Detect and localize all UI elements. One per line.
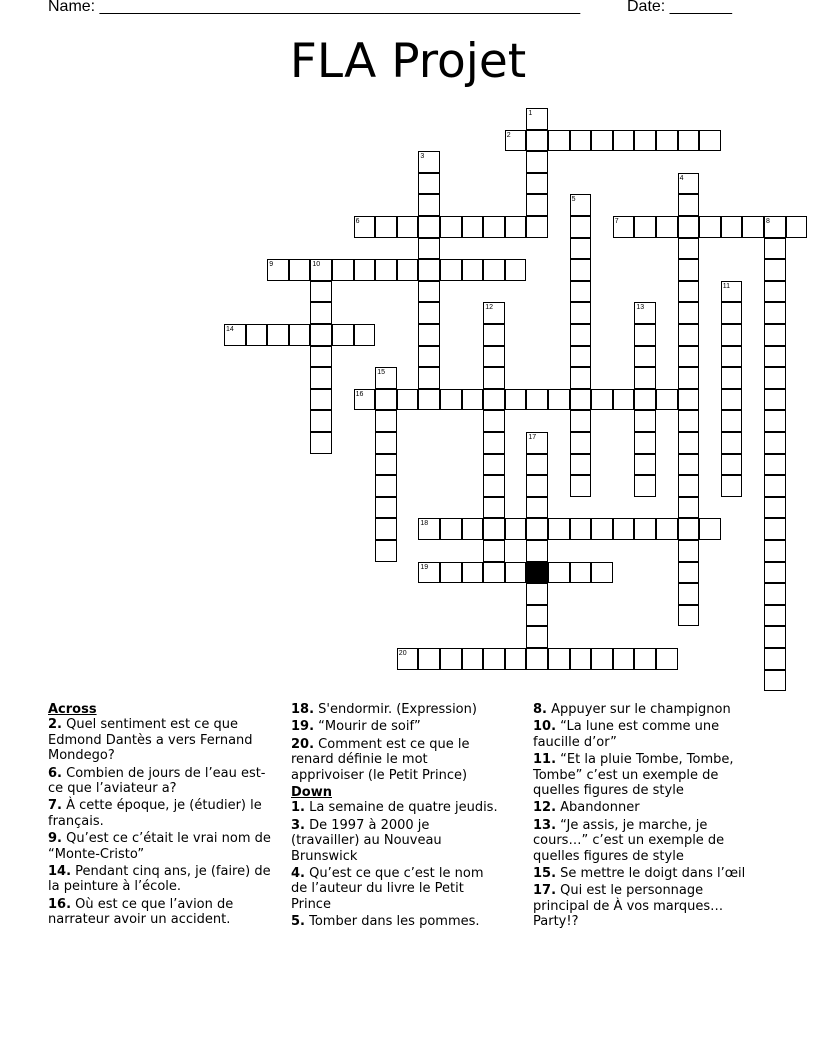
- clue-number: 9.: [48, 831, 62, 847]
- clue-number-label: 4: [679, 174, 684, 182]
- name-field[interactable]: Name: ______________________________________________________: [48, 0, 581, 15]
- grid-cell[interactable]: [375, 432, 397, 454]
- grid-cell[interactable]: [721, 454, 743, 476]
- grid-cell[interactable]: [591, 562, 613, 584]
- grid-cell[interactable]: [656, 130, 678, 152]
- grid-cell[interactable]: [764, 324, 786, 346]
- black-cell: [526, 562, 548, 584]
- clue-number: 6.: [48, 765, 62, 781]
- clue-text: Pendant cinq ans, je (faire) de la peinture à l’école.: [48, 864, 271, 895]
- grid-cell[interactable]: [678, 346, 700, 368]
- grid-cell[interactable]: [699, 216, 721, 238]
- grid-cell[interactable]: [483, 432, 505, 454]
- grid-cell[interactable]: [526, 648, 548, 670]
- grid-cell[interactable]: [462, 389, 484, 411]
- grid-cell[interactable]: [483, 562, 505, 584]
- clue-item: [291, 719, 501, 734]
- grid-cell[interactable]: [526, 216, 548, 238]
- grid-cell[interactable]: [548, 562, 570, 584]
- grid-cell[interactable]: [375, 389, 397, 411]
- grid-cell[interactable]: [375, 410, 397, 432]
- clue-number-label: 3: [420, 153, 425, 161]
- clue-number-label: 11: [722, 282, 731, 290]
- grid-cell[interactable]: [591, 130, 613, 152]
- clue-number-label: 16: [355, 390, 364, 398]
- grid-cell[interactable]: [570, 238, 592, 260]
- grid-cell[interactable]: [483, 367, 505, 389]
- clue-item: [533, 818, 763, 864]
- grid-cell[interactable]: [526, 173, 548, 195]
- grid-cell[interactable]: [764, 389, 786, 411]
- grid-cell[interactable]: [634, 475, 656, 497]
- grid-cell[interactable]: [570, 346, 592, 368]
- grid-cell[interactable]: [375, 259, 397, 281]
- grid-cell[interactable]: [548, 648, 570, 670]
- grid-cell[interactable]: [505, 259, 527, 281]
- grid-cell[interactable]: [418, 259, 440, 281]
- clue-number: 10.: [533, 719, 557, 735]
- grid-cell[interactable]: [764, 302, 786, 324]
- clue-number: 1.: [291, 800, 305, 816]
- grid-cell[interactable]: [656, 389, 678, 411]
- clue-item: [291, 737, 501, 783]
- grid-cell[interactable]: [634, 216, 656, 238]
- grid-cell[interactable]: [440, 216, 462, 238]
- clue-text: “La lune est comme une faucille d’or”: [533, 719, 720, 750]
- grid-cell[interactable]: [548, 389, 570, 411]
- grid-cell[interactable]: [483, 389, 505, 411]
- grid-cell[interactable]: [375, 518, 397, 540]
- clue-text: Appuyer sur le champignon: [546, 702, 731, 717]
- grid-cell[interactable]: [721, 475, 743, 497]
- grid-cell[interactable]: [418, 173, 440, 195]
- grid-cell[interactable]: [634, 410, 656, 432]
- clue-number: 17.: [533, 883, 557, 899]
- grid-cell[interactable]: [462, 648, 484, 670]
- clue-item: [48, 766, 276, 797]
- grid-cell[interactable]: [678, 497, 700, 519]
- grid-cell[interactable]: [483, 346, 505, 368]
- clue-text: Qui est le personnage principal de À vos marques… Party!?: [533, 883, 724, 930]
- clue-number-label: 20: [398, 650, 407, 657]
- grid-cell[interactable]: [397, 389, 419, 411]
- grid-cell[interactable]: [397, 259, 419, 281]
- grid-cell[interactable]: [613, 389, 635, 411]
- grid-cell[interactable]: [440, 259, 462, 281]
- grid-cell[interactable]: [570, 475, 592, 497]
- grid-cell[interactable]: [678, 475, 700, 497]
- grid-cell[interactable]: [678, 324, 700, 346]
- grid-cell[interactable]: [764, 583, 786, 605]
- grid-cell[interactable]: [570, 281, 592, 303]
- grid-cell[interactable]: [591, 518, 613, 540]
- clues-column-2: [291, 702, 501, 932]
- clue-text: Se mettre le doigt dans l’œil: [556, 866, 746, 882]
- grid-cell[interactable]: [310, 346, 332, 368]
- grid-cell[interactable]: [764, 475, 786, 497]
- grid-cell[interactable]: [721, 367, 743, 389]
- grid-cell[interactable]: [375, 216, 397, 238]
- clue-item: [533, 800, 763, 815]
- grid-cell[interactable]: [591, 389, 613, 411]
- clue-number: 2.: [48, 717, 62, 733]
- clue-item: [48, 897, 276, 928]
- clue-item: [291, 914, 501, 929]
- grid-cell[interactable]: [310, 367, 332, 389]
- grid-cell[interactable]: [678, 518, 700, 540]
- clue-number: 3.: [291, 817, 305, 833]
- grid-cell[interactable]: [678, 605, 700, 627]
- grid-cell[interactable]: [764, 540, 786, 562]
- clue-number: 8.: [533, 702, 547, 717]
- grid-cell[interactable]: [418, 346, 440, 368]
- clue-text: S'endormir. (Expression): [314, 702, 477, 717]
- clue-item: [48, 717, 276, 763]
- grid-cell[interactable]: [742, 216, 764, 238]
- grid-cell[interactable]: [570, 410, 592, 432]
- date-field[interactable]: Date: _______: [627, 0, 732, 15]
- clue-number: 4.: [291, 866, 305, 882]
- grid-cell[interactable]: [764, 346, 786, 368]
- grid-cell[interactable]: [548, 130, 570, 152]
- grid-cell[interactable]: [310, 324, 332, 346]
- grid-cell[interactable]: [483, 518, 505, 540]
- grid-cell[interactable]: [526, 454, 548, 476]
- grid-cell[interactable]: [440, 562, 462, 584]
- grid-cell[interactable]: [505, 216, 527, 238]
- clue-number-label: 18: [420, 520, 429, 528]
- clues-column-1: [48, 702, 276, 930]
- grid-cell[interactable]: [526, 194, 548, 216]
- clue-text: Combien de jours de l’eau est-ce que l’aviateur a?: [48, 765, 266, 797]
- grid-cell[interactable]: [634, 432, 656, 454]
- clue-text: Comment est ce que le renard définie le mot apprivoiser (le Petit Prince): [291, 736, 470, 783]
- grid-cell[interactable]: [764, 605, 786, 627]
- grid-cell[interactable]: [678, 194, 700, 216]
- clue-item: [291, 702, 501, 717]
- grid-cell[interactable]: [570, 216, 592, 238]
- grid-cell[interactable]: [548, 518, 570, 540]
- grid-cell[interactable]: [526, 130, 548, 152]
- clue-text: “Et la pluie Tombe, Tombe, Tombe” c’est un exemple de quelles figures de style: [533, 752, 734, 799]
- clue-text: “Mourir de soif”: [314, 719, 421, 735]
- grid-cell[interactable]: [634, 454, 656, 476]
- grid-cell[interactable]: [310, 281, 332, 303]
- clue-item: [48, 831, 276, 862]
- grid-cell[interactable]: [699, 130, 721, 152]
- grid-cell[interactable]: [526, 475, 548, 497]
- clue-item: [48, 798, 276, 829]
- grid-cell[interactable]: [613, 648, 635, 670]
- clue-text: Quel sentiment est ce que Edmond Dantès a vers Fernand Mondego?: [48, 717, 253, 764]
- clue-number: 14.: [48, 864, 72, 880]
- clue-number-label: 12: [485, 304, 493, 312]
- across-heading: Across: [48, 702, 97, 717]
- clue-number: 11.: [533, 752, 557, 768]
- clue-text: À cette époque, je (étudier) le français.: [48, 798, 262, 829]
- grid-cell[interactable]: [634, 367, 656, 389]
- clue-item: [291, 818, 501, 864]
- grid-cell[interactable]: [505, 562, 527, 584]
- grid-cell[interactable]: [483, 497, 505, 519]
- grid-cell[interactable]: [526, 605, 548, 627]
- grid-cell[interactable]: [570, 432, 592, 454]
- grid-cell[interactable]: [418, 281, 440, 303]
- grid-cell[interactable]: [462, 216, 484, 238]
- grid-cell[interactable]: [634, 324, 656, 346]
- grid-cell[interactable]: [678, 540, 700, 562]
- grid-cell[interactable]: [397, 216, 419, 238]
- clue-item: [48, 864, 276, 895]
- grid-cell[interactable]: [764, 259, 786, 281]
- page-title: FLA Projet: [289, 34, 527, 89]
- grid-cell[interactable]: [505, 518, 527, 540]
- clue-text: Qu’est ce que c’est le nom de l’auteur du livre le Petit Prince: [291, 866, 484, 912]
- clue-text: De 1997 à 2000 je (travailler) au Nouveau Brunswick: [291, 817, 442, 864]
- grid-cell[interactable]: [418, 389, 440, 411]
- grid-cell[interactable]: [570, 302, 592, 324]
- clue-text: Où est ce que l’avion de narrateur avoir un accident.: [48, 896, 234, 928]
- clue-number-label: 15: [377, 369, 385, 377]
- grid-cell[interactable]: [440, 518, 462, 540]
- grid-cell[interactable]: [678, 216, 700, 238]
- across-clue-list-2: [291, 702, 501, 783]
- grid-cell[interactable]: [634, 389, 656, 411]
- grid-cell[interactable]: [526, 497, 548, 519]
- grid-cell[interactable]: [526, 583, 548, 605]
- grid-cell[interactable]: [678, 389, 700, 411]
- grid-cell[interactable]: [526, 389, 548, 411]
- clue-number-label: 7: [614, 218, 619, 225]
- grid-cell[interactable]: [678, 432, 700, 454]
- clue-item: [533, 752, 763, 798]
- grid-cell[interactable]: [678, 583, 700, 605]
- clue-number: 13.: [533, 817, 557, 833]
- grid-cell[interactable]: [656, 648, 678, 670]
- across-clue-list-1: [48, 717, 276, 927]
- grid-cell[interactable]: [678, 410, 700, 432]
- clue-item: [533, 702, 763, 717]
- grid-cell[interactable]: [721, 302, 743, 324]
- grid-cell[interactable]: [418, 302, 440, 324]
- clue-number: 16.: [48, 896, 72, 912]
- clue-item: [291, 800, 501, 815]
- grid-cell[interactable]: [634, 648, 656, 670]
- grid-cell[interactable]: [483, 475, 505, 497]
- clue-number-label: 13: [636, 304, 645, 312]
- down-clue-list-1: [291, 800, 501, 929]
- grid-cell[interactable]: [764, 518, 786, 540]
- grid-cell[interactable]: [483, 540, 505, 562]
- clue-number-label: 10: [312, 261, 321, 269]
- grid-cell[interactable]: [418, 648, 440, 670]
- clue-item: [533, 866, 763, 881]
- grid-cell[interactable]: [721, 216, 743, 238]
- grid-cell[interactable]: [375, 475, 397, 497]
- grid-cell[interactable]: [246, 324, 268, 346]
- clue-text: Qu’est ce c’était le vrai nom de “Monte-Cristo”: [48, 831, 271, 862]
- clue-number: 19.: [291, 719, 315, 735]
- grid-cell[interactable]: [375, 497, 397, 519]
- grid-cell[interactable]: [418, 194, 440, 216]
- grid-cell[interactable]: [634, 346, 656, 368]
- grid-cell[interactable]: [764, 670, 786, 692]
- grid-cell[interactable]: [764, 626, 786, 648]
- clues-column-3: [533, 702, 763, 932]
- clue-number: 12.: [533, 800, 557, 816]
- grid-cell[interactable]: [310, 410, 332, 432]
- grid-cell[interactable]: [570, 389, 592, 411]
- grid-cell[interactable]: [764, 410, 786, 432]
- grid-cell[interactable]: [332, 259, 354, 281]
- grid-cell[interactable]: [678, 454, 700, 476]
- grid-cell[interactable]: [526, 151, 548, 173]
- grid-cell[interactable]: [786, 216, 808, 238]
- grid-cell[interactable]: [332, 324, 354, 346]
- grid-cell[interactable]: [764, 497, 786, 519]
- grid-cell[interactable]: [418, 367, 440, 389]
- grid-cell[interactable]: [418, 324, 440, 346]
- clue-number: 18.: [291, 702, 315, 717]
- down-clue-list-2: [533, 702, 763, 930]
- grid-cell[interactable]: [721, 346, 743, 368]
- grid-cell[interactable]: [656, 216, 678, 238]
- grid-cell[interactable]: [462, 259, 484, 281]
- grid-cell[interactable]: [526, 540, 548, 562]
- grid-cell[interactable]: [440, 648, 462, 670]
- clue-number-label: 17: [528, 434, 537, 441]
- clue-number-label: 1: [528, 110, 533, 117]
- grid-cell[interactable]: [267, 324, 289, 346]
- grid-cell[interactable]: [375, 540, 397, 562]
- grid-cell[interactable]: [483, 216, 505, 238]
- grid-cell[interactable]: [764, 454, 786, 476]
- grid-cell[interactable]: [764, 281, 786, 303]
- grid-cell[interactable]: [764, 562, 786, 584]
- grid-cell[interactable]: [613, 130, 635, 152]
- grid-cell[interactable]: [764, 238, 786, 260]
- grid-cell[interactable]: [678, 238, 700, 260]
- grid-cell[interactable]: [483, 410, 505, 432]
- grid-cell[interactable]: [764, 432, 786, 454]
- grid-cell[interactable]: [483, 259, 505, 281]
- grid-cell[interactable]: [570, 454, 592, 476]
- grid-cell[interactable]: [462, 562, 484, 584]
- clue-item: [533, 719, 763, 750]
- down-heading: Down: [291, 785, 332, 801]
- grid-cell[interactable]: [699, 518, 721, 540]
- clue-number-label: 8: [766, 218, 770, 225]
- clue-number-label: 19: [420, 563, 429, 571]
- clue-number-label: 14: [226, 326, 234, 333]
- grid-cell[interactable]: [375, 454, 397, 476]
- grid-cell[interactable]: [678, 281, 700, 303]
- grid-cell[interactable]: [418, 238, 440, 260]
- clue-item: [533, 883, 763, 929]
- grid-cell[interactable]: [483, 324, 505, 346]
- grid-cell[interactable]: [721, 389, 743, 411]
- clue-number-label: 2: [506, 131, 511, 139]
- clue-number-label: 6: [355, 218, 360, 225]
- grid-cell[interactable]: [764, 367, 786, 389]
- clue-number: 20.: [291, 736, 315, 752]
- grid-cell[interactable]: [570, 259, 592, 281]
- grid-cell[interactable]: [505, 389, 527, 411]
- grid-cell[interactable]: [634, 130, 656, 152]
- grid-cell[interactable]: [483, 454, 505, 476]
- clue-number: 7.: [48, 798, 62, 814]
- clue-item: [291, 866, 501, 912]
- grid-cell[interactable]: [354, 259, 376, 281]
- grid-cell[interactable]: [570, 648, 592, 670]
- grid-cell[interactable]: [289, 259, 311, 281]
- clue-text: Tomber dans les pommes.: [304, 914, 480, 930]
- grid-cell[interactable]: [678, 259, 700, 281]
- grid-cell[interactable]: [721, 410, 743, 432]
- grid-cell[interactable]: [764, 648, 786, 670]
- grid-cell[interactable]: [570, 367, 592, 389]
- grid-cell[interactable]: [526, 518, 548, 540]
- grid-cell[interactable]: [721, 432, 743, 454]
- clue-text: “Je assis, je marche, je cours…” c’est un exemple de quelles figures de style: [533, 817, 725, 864]
- grid-cell[interactable]: [570, 518, 592, 540]
- grid-cell[interactable]: [354, 324, 376, 346]
- grid-cell[interactable]: [678, 130, 700, 152]
- clue-number: 5.: [291, 914, 305, 930]
- grid-cell[interactable]: [462, 518, 484, 540]
- grid-cell[interactable]: [570, 562, 592, 584]
- grid-cell[interactable]: [591, 648, 613, 670]
- grid-cell[interactable]: [505, 648, 527, 670]
- clue-text: Abandonner: [556, 800, 640, 816]
- grid-cell[interactable]: [310, 389, 332, 411]
- grid-cell[interactable]: [570, 130, 592, 152]
- grid-cell[interactable]: [613, 518, 635, 540]
- grid-cell[interactable]: [310, 432, 332, 454]
- grid-cell[interactable]: [570, 324, 592, 346]
- grid-cell[interactable]: [656, 518, 678, 540]
- grid-cell[interactable]: [289, 324, 311, 346]
- clue-number: 15.: [533, 866, 557, 882]
- clue-number-label: 5: [571, 196, 576, 204]
- grid-cell[interactable]: [678, 302, 700, 324]
- grid-cell[interactable]: [440, 389, 462, 411]
- clue-number-label: 9: [269, 261, 274, 269]
- grid-cell[interactable]: [721, 324, 743, 346]
- grid-cell[interactable]: [310, 302, 332, 324]
- grid-cell[interactable]: [678, 562, 700, 584]
- clue-text: La semaine de quatre jeudis.: [304, 800, 498, 816]
- grid-cell[interactable]: [678, 367, 700, 389]
- grid-cell[interactable]: [526, 626, 548, 648]
- grid-cell[interactable]: [483, 648, 505, 670]
- grid-cell[interactable]: [634, 518, 656, 540]
- grid-cell[interactable]: [418, 216, 440, 238]
